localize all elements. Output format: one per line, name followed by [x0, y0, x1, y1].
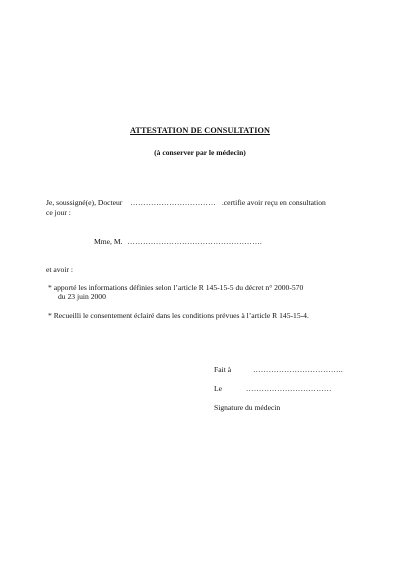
bullet-1-line-2: du 23 juin 2000 [58, 292, 106, 301]
doctor-name-dots: …………………………… [130, 198, 216, 207]
patient-label: Mme, M. [94, 237, 123, 246]
bullet-2: * Recueilli le consentement éclairé dans les conditions prévues à l’article R 145-15-4. [48, 311, 309, 320]
signature-label: Signature du médecin [214, 403, 281, 412]
patient-name-dots: ……………………………………………. [127, 237, 262, 246]
document-subtitle: (à conserver par le médecin) [154, 148, 246, 157]
fait-label: Fait à [214, 365, 232, 374]
patient-line [94, 238, 262, 247]
fait-line [214, 366, 343, 375]
bullet-1-line-1: * apporté les informations définies selon l’article R 145-15-5 du décret n° 2000-570 [48, 283, 304, 292]
le-dots: …………………………… [245, 384, 332, 393]
certify-line-1-end: .certifie avoir reçu en consultation [221, 198, 326, 207]
le-line [214, 385, 332, 394]
certify-line-1-start: Je, soussigné(e), Docteur [46, 198, 123, 207]
document-title: ATTESTATION DE CONSULTATION [130, 126, 270, 135]
fait-dots: …………………………….. [253, 365, 343, 374]
certify-line-1 [46, 199, 326, 208]
et-avoir-label: et avoir : [46, 265, 73, 274]
le-label: Le [214, 384, 223, 393]
certify-line-2: ce jour : [46, 208, 71, 217]
